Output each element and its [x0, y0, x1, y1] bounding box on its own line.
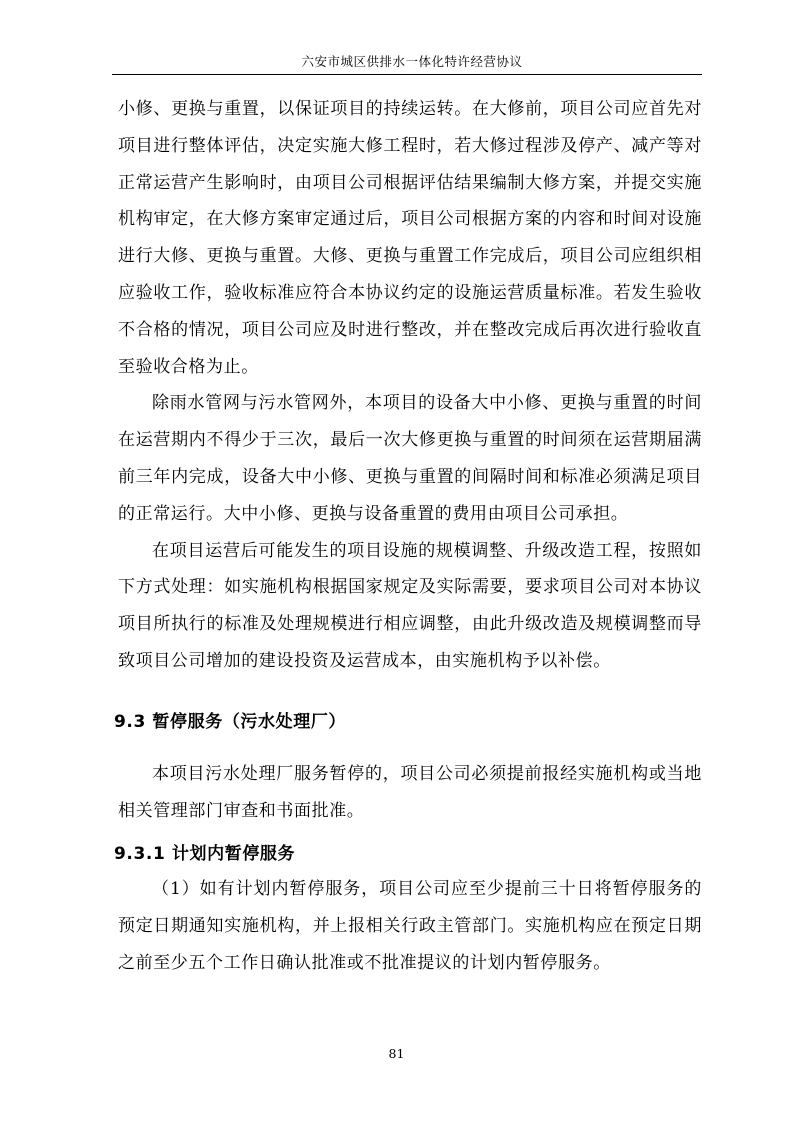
- paragraph-suspension-approval: 本项目污水处理厂服务暂停的，项目公司必须提前报经实施机构或当地相关管理部门审查和书面批准。: [118, 763, 702, 821]
- running-header: 六安市城区供排水一体化特许经营协议: [301, 54, 523, 69]
- header-divider: [112, 74, 702, 75]
- document-body: [114, 91, 702, 982]
- paragraph-overhaul-procedure: 小修、更换与重置，以保证项目的持续运转。在大修前，项目公司应首先对项目进行整体评估，决定实施大修工程时，若大修过程涉及停产、减产等对正常运营产生影响时，由项目公司根据评估结果编制大修方案，并提交实施机构审定，在大修方案审定通过后，项目公司根据方案的内容和时间对设施进行大修、更换与重置。大修、更换与重置工作完成后，项目公司应组织相应验收工作，验收标准应符合本协议约定的设施运营质量标准。若发生验收不合格的情况，项目公司应及时进行整改，并在整改完成后再次进行验收直至验收合格为止。: [118, 99, 702, 377]
- paragraph-equipment-repair-frequency: 除雨水管网与污水管网外，本项目的设备大中小修、更换与重置的时间在运营期内不得少于三次，最后一次大修更换与重置的时间须在运营期届满前三年内完成，设备大中小修、更换与重置的间隔时间和标准必须满足项目的正常运行。大中小修、更换与设备重置的费用由项目公司承担。: [118, 393, 702, 524]
- section-heading-9-3: 9.3 暂停服务（污水处理厂）: [114, 711, 347, 732]
- section-heading-9-3-1: 9.3.1 计划内暂停服务: [114, 844, 296, 865]
- paragraph-planned-suspension: （1）如有计划内暂停服务，项目公司应至少提前三十日将暂停服务的预定日期通知实施机构，并上报相关行政主管部门。实施机构应在预定日期之前至少五个工作日确认批准或不批准提议的计划内暂停服务。: [118, 879, 702, 973]
- page-number: 81: [388, 1046, 405, 1061]
- paragraph-upgrade-handling: 在项目运营后可能发生的项目设施的规模调整、升级改造工程，按照如下方式处理：如实施机构根据国家规定及实际需要，要求项目公司对本协议项目所执行的标准及处理规模进行相应调整，由此升级改造及规模调整而导致项目公司增加的建设投资及运营成本，由实施机构予以补偿。: [118, 540, 702, 671]
